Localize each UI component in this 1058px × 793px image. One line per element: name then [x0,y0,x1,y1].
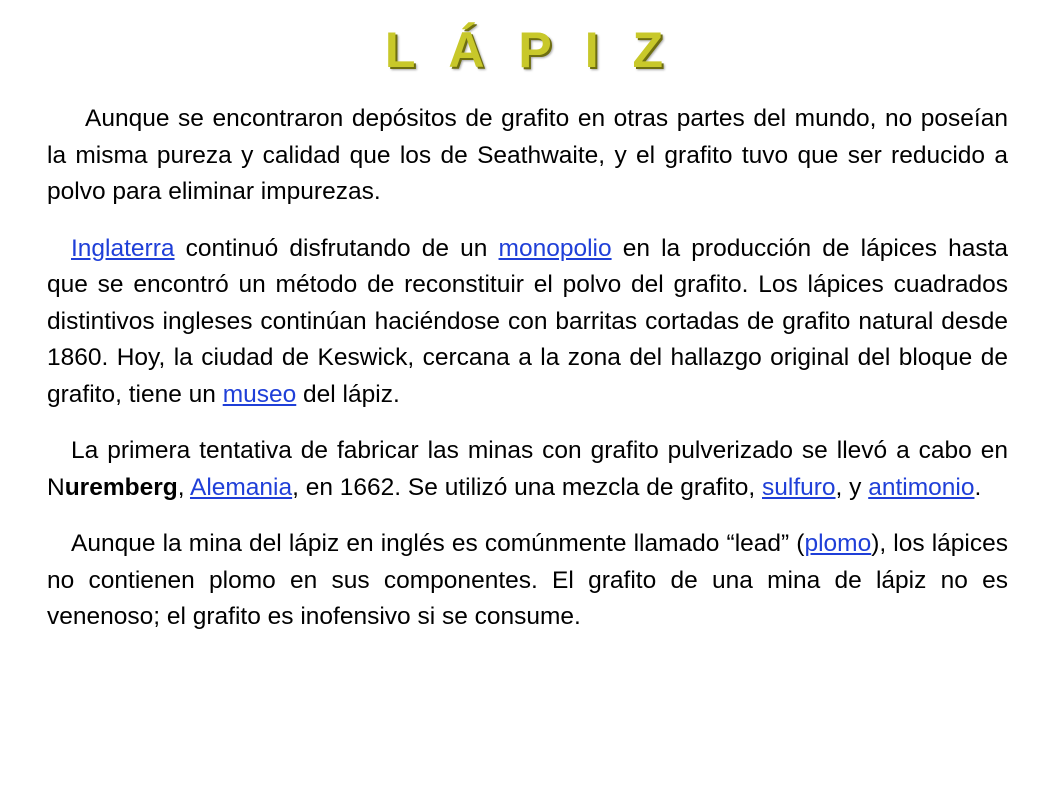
link-inglaterra[interactable]: Inglaterra [71,234,175,262]
slide-body [47,101,1008,656]
paragraph-text: . [974,473,982,501]
paragraph-text: continuó disfrutando de un [174,234,499,262]
link-antimonio[interactable]: antimonio [868,473,975,501]
paragraph-text: , en 1662. Se utilizó una mezcla de grafito, [292,473,762,501]
paragraph-england-monopoly [47,231,1008,414]
paragraph-text: ), los lápices no contienen plomo en sus componentes. El grafito de una mina de lápiz no es venenoso; el grafito es inofensivo si se consume. [47,530,1008,630]
bold-text-nuremberg: uremberg [64,473,178,501]
paragraph-text: , y [835,473,869,501]
paragraph-text: , [177,473,190,501]
paragraph-graphite-deposits [47,101,1008,211]
link-monopolio[interactable]: monopolio [498,234,612,262]
paragraph-first-attempt [47,433,1008,506]
paragraph-text: del lápiz. [296,380,400,408]
slide-title: L Á P I Z [384,22,674,78]
link-plomo[interactable]: plomo [804,530,872,557]
paragraph-text: La primera tentativa de fabricar las minas con grafito pulverizado se llevó a cabo en N [47,437,1008,501]
paragraph-text: Aunque la mina del lápiz en inglés es comúnmente llamado “lead” ( [71,530,805,557]
link-sulfuro[interactable]: sulfuro [762,473,836,501]
link-alemania[interactable]: Alemania [189,473,293,501]
paragraph-text: Aunque se encontraron depósitos de grafito en otras partes del mundo, no poseían la misma pureza y calidad que los de Seathwaite, y el grafito tuvo que ser reducido a polvo para eliminar impurezas. [47,105,1008,205]
paragraph-text: en la producción de lápices hasta que se encontró un método de reconstituir el polvo del grafito. Los lápices cuadrados distintivos ingleses continúan haciéndose con barritas cortadas de grafito natural desde 1860. Hoy, la ciudad de Keswick, cercana a la zona del hallazgo original del bloque de grafito, tiene un [47,234,1009,408]
paragraph-lead-myth [47,526,1008,636]
link-museo[interactable]: museo [222,380,297,408]
